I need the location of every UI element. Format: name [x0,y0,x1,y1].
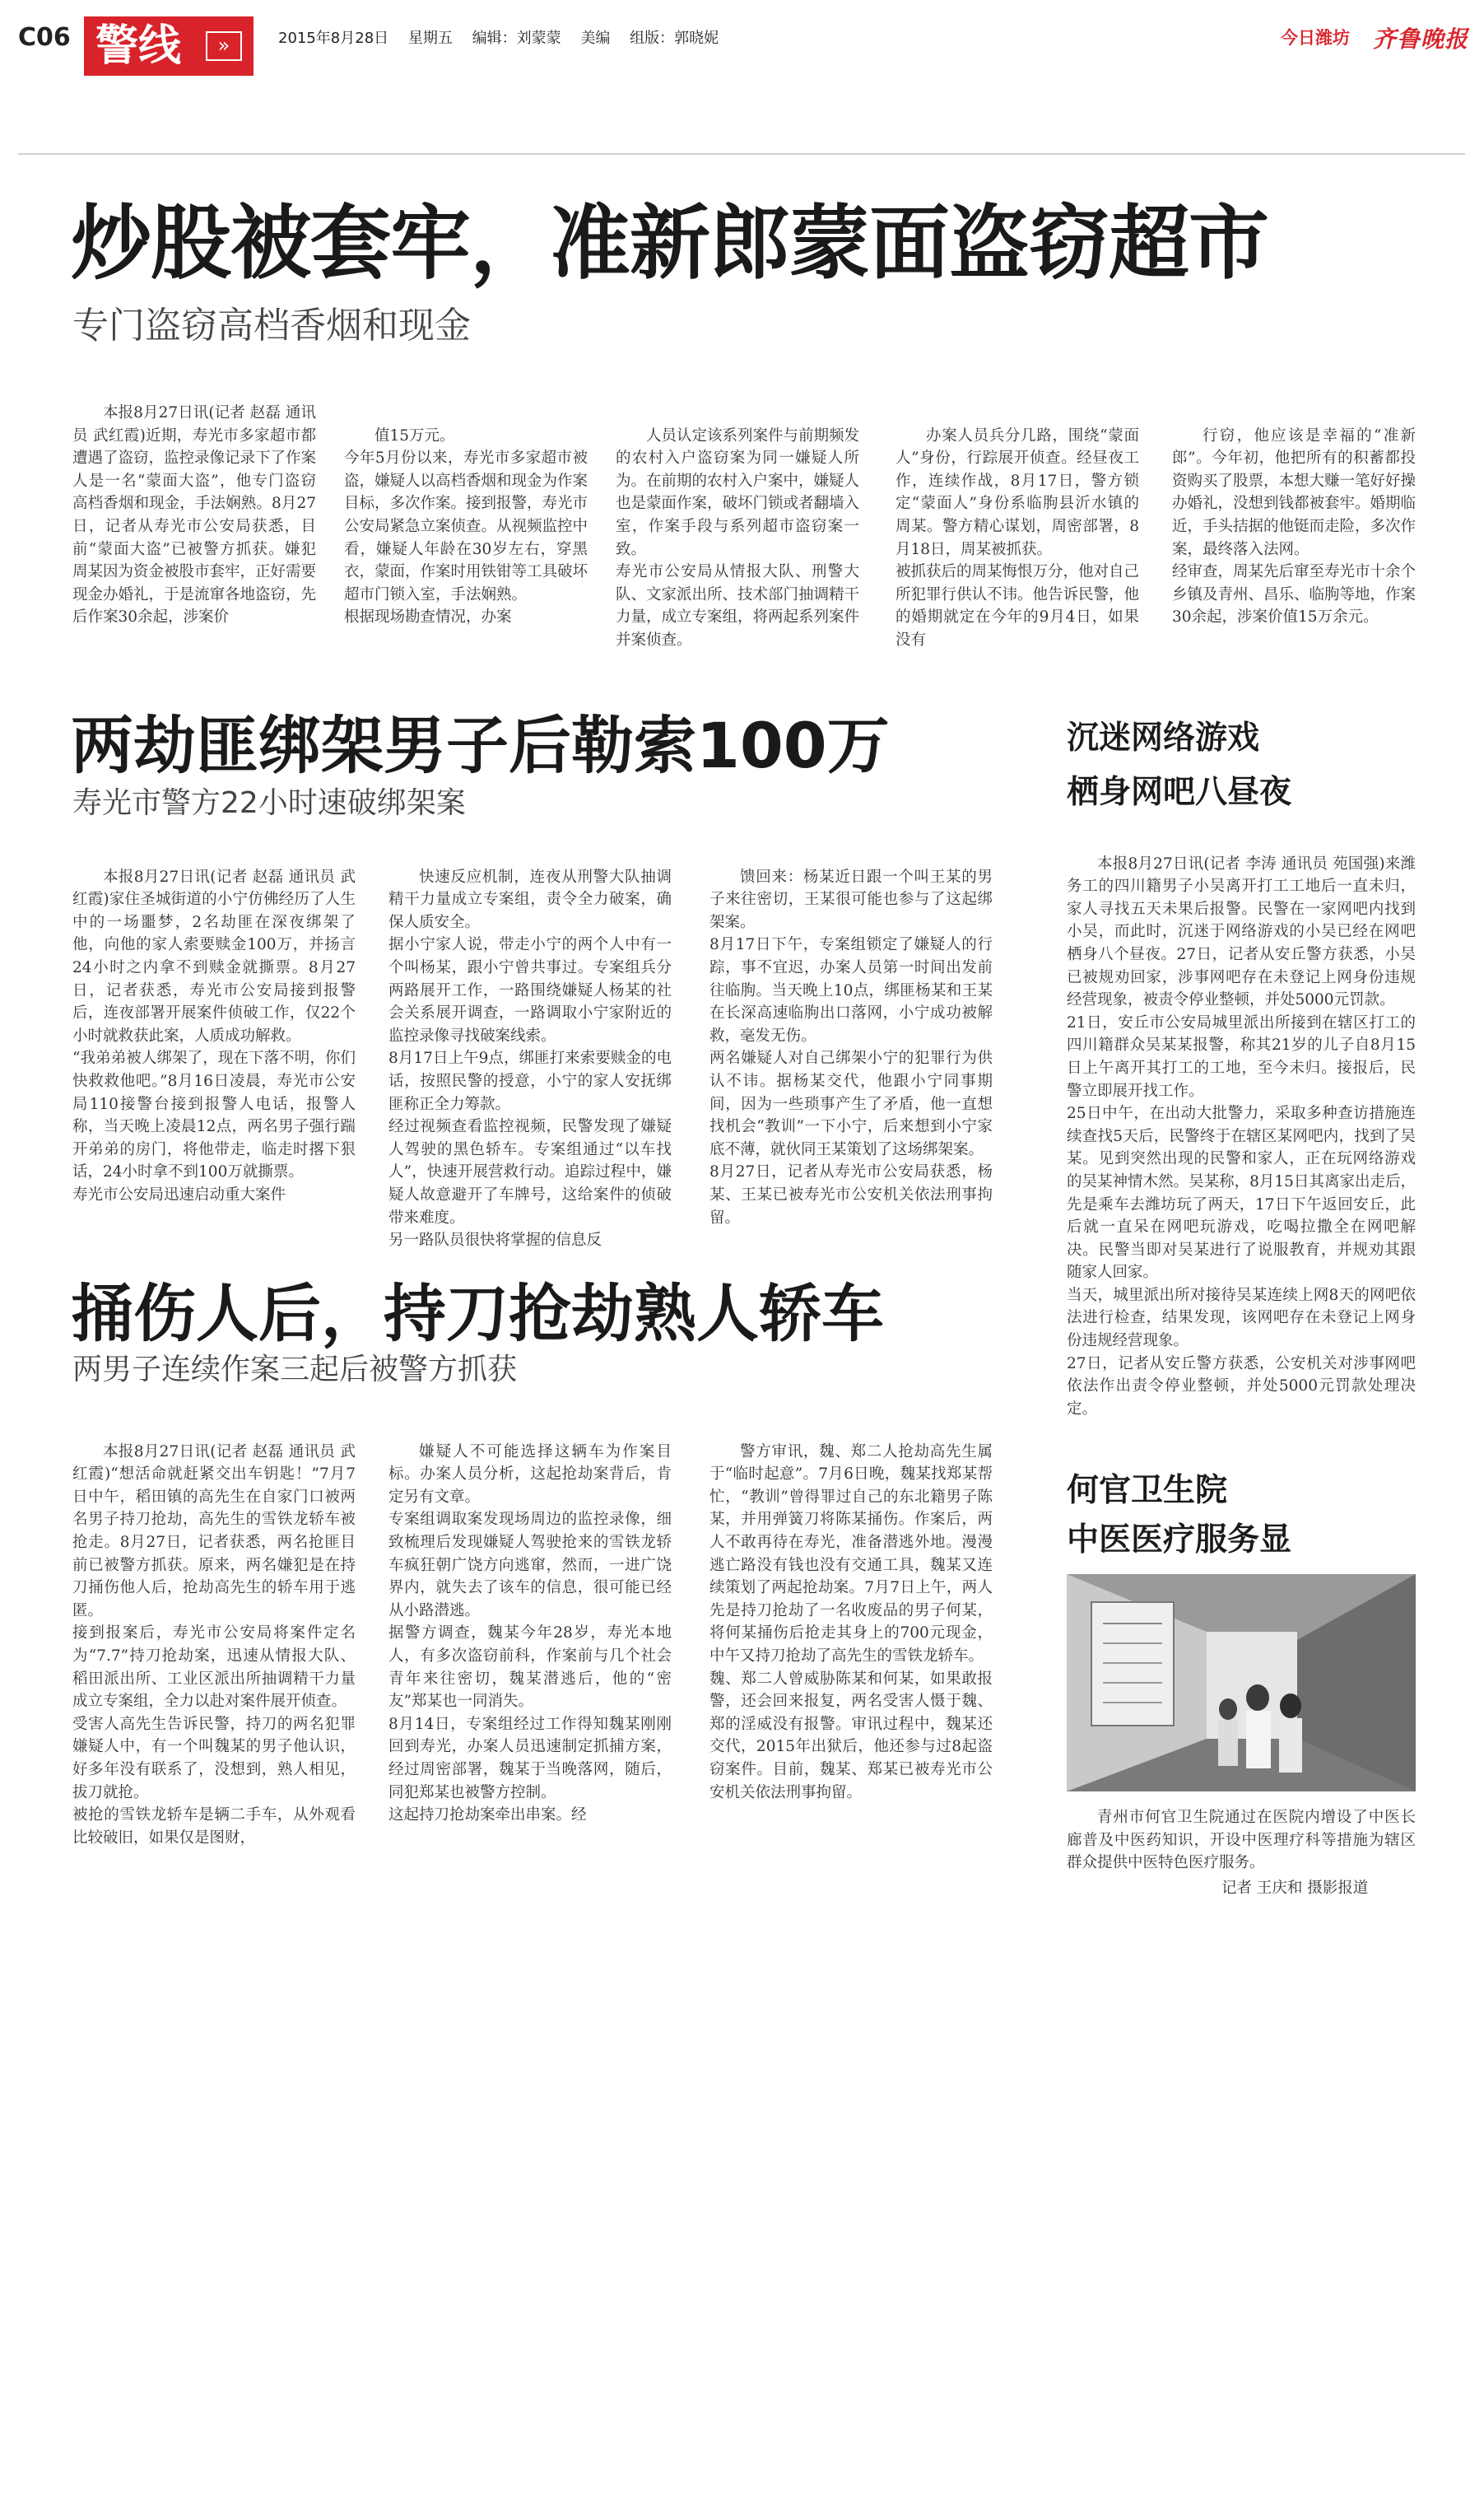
photo-caption-text: 青州市何官卫生院通过在医院内增设了中医长廊普及中医药知识，开设中医理疗科等措施为辖区群众提供中医特色医疗服务。 [1067,1809,1416,1872]
article1-col4 [896,402,1139,674]
article1-text: 值15万元。 今年5月份以来，寿光市多家超市被盗，嫌疑人以高档香烟和现金为作案目标，多次作案。接到报警，寿光市公安局紧急立案侦查。从视频监控中看，嫌疑人年龄在30岁左右，穿黑衣，蒙面，作案时用铁钳等工具破坏超市门锁入室，手法娴熟。 根据现场勘查情况，办案 [344,426,588,627]
sidebar1-title-line2: 栖身网吧八昼夜 [1067,774,1292,811]
article3-col2 [388,1418,672,1849]
article3-title: 捅伤人后，持刀抢劫熟人轿车 [71,1277,884,1350]
article3-subtitle: 两男子连续作案三起后被警方抓获 [72,1353,518,1386]
photo-illustration [1067,1574,1416,1791]
article2-col1 [72,843,356,1229]
sidebar2-title-line2: 中医医疗服务显 [1067,1521,1292,1558]
section-title: 警线 [95,21,182,71]
edition-name: 今日潍坊 [1281,28,1350,48]
sidebar1-text: 本报8月27日讯(记者 李涛 通讯员 苑国强)来潍务工的四川籍男子小吴离开打工工地后一直未归，家人寻找五天未果后报警。民警在一家网吧内找到小吴，而此时，沉迷于网络游戏的小吴已经在网吧栖身八个昼夜。27日，记者从安丘警方获悉，小吴已被规劝回家，涉事网吧存在未登记上网身份违规经营现象，被责令停业整顿，并处5000元罚款。 21日，安丘市公安局城里派出所接到在辖区打工的四川籍群众吴某某报警，称其21岁的儿子自8月15日上午离开其打工的工地，至今未归。接报后，民警立即展开找工作。 25日中午，在出动大批警力，采取多种查访措施连续查找5天后，民警终于在辖区某网吧内，找到了吴某。见到突然出现的民警和家人，正在玩网络游戏的吴某神情木然。吴某称，8月15日其离家出走后，先是乘车去潍坊玩了两天，17日下午返回安丘，此后就一直呆在网吧玩游戏，吃喝拉撒全在网吧解决。民警当即对吴某进行了说服教育，并规劝其跟随家人回家。 当天，城里派出所对接待吴某连续上网8天的网吧依法进行检查，结果发现，该网吧存在未登记上网身份违规经营现象。 27日，记者从安丘警方获悉，公安机关对涉事网吧依法作出责令停业整顿，并处5000元罚款处理决定。 [1067,855,1416,1418]
article3-text: 嫌疑人不可能选择这辆车为作案目标。办案人员分析，这起抢劫案背后，肯定另有文章。 专案组调取案发现场周边的监控录像，细致梳理后发现嫌疑人驾驶抢来的雪铁龙轿车疯狂朝广饶方向逃窜，然而，一进广饶界内，就失去了该车的信息，很可能已经从小路潜逃。 据警方调查，魏某今年28岁，寿光本地人，有多次盗窃前科，作案前与几个社会青年来往密切，魏某潜逃后，他的“密友”郑某也一同消失。 8月14日，专案组经过工作得知魏某刚刚回到寿光，办案人员迅速制定抓捕方案，经过周密部署，魏某于当晚落网，随后，同犯郑某也被警方控制。 这起持刀抢劫案牵出串案。经 [388,1442,672,1824]
photo-credit: 记者 王庆和 摄影报道 [1221,1880,1369,1897]
article1-subtitle: 专门盗窃高档香烟和现金 [72,305,471,347]
masthead-info [278,26,719,48]
article1-text: 人员认定该系列案件与前期频发的农村入户盗窃案为同一嫌疑人所为。在前期的农村入户案中，嫌疑人也是蒙面作案，破坏门锁或者翻墙入室，作案手段与系列超市盗窃案一致。 寿光市公安局从情报大队、刑警大队、文家派出所、技术部门抽调精干力量，成立专案组，将两起系列案件并案侦查。 [616,426,860,649]
art-credit: 美编 [580,30,611,47]
double-chevron-icon: » [206,31,242,61]
sidebar1-body [1067,830,1416,1443]
article2-subtitle: 寿光市警方22小时速破绑架案 [72,786,466,820]
article2-title: 两劫匪绑架男子后勒索100万 [71,709,890,782]
sidebar2-title-line1: 何官卫生院 [1067,1472,1228,1509]
masthead-rule [18,153,1465,155]
article2-text: 本报8月27日讯(记者 赵磊 通讯员 武红霞)家住圣城街道的小宁仿佛经历了人生中的一场噩梦，2名劫匪在深夜绑架了他，向他的家人索要赎金100万，并扬言24小时之内拿不到赎金就撕票。8月27日，记者获悉，寿光市公安局接到报警后，连夜部署开展案件侦破工作，仅22个小时就救获此案，人质成功解救。 “我弟弟被人绑架了，现在下落不明，你们快救救他吧。”8月16日凌晨，寿光市公安局110接警台接到报警人电话，报警人称，当天晚上凌晨12点，两名男子强行踹开弟弟的房门，将他带走，临走时撂下狠话，24小时拿不到100万就撕票。 寿光市公安局迅速启动重大案件 [72,868,356,1204]
hospital-corridor-photo [1067,1574,1416,1791]
article2-col3 [709,843,993,1252]
article2-text: 快速反应机制，连夜从刑警大队抽调精干力量成立专案组，责令全力破案，确保人质安全。 据小宁家人说，带走小宁的两个人中有一个叫杨某，跟小宁曾共事过。专案组兵分两路展开工作，一路围绕嫌疑人杨某的社会关系展开调查，一路调取小宁家附近的监控录像寻找破案线索。 8月17日上午9点，绑匪打来索要赎金的电话，按照民警的授意，小宁的家人安抚绑匪称正全力筹款。 经过视频查看监控视频，民警发现了嫌疑人驾驶的黑色轿车。专案组通过“以车找人”，快速开展营救行动。追踪过程中，嫌疑人故意避开了车牌号，这给案件的侦破带来难度。 另一路队员很快将掌握的信息反 [388,868,672,1250]
article2-col2 [388,843,672,1274]
layout-credit: 组版：郭晓妮 [630,30,719,47]
editor-credit: 编辑：刘蒙蒙 [472,30,561,47]
article1-text: 行窃，他应该是幸福的“准新郎”。今年初，他把所有的积蓄都投资购买了股票，本想大赚一笔好好操办婚礼，没想到钱都被套牢。婚期临近，手头拮据的他铤而走险，多次作案，最终落入法网。 经审查，周某先后窜至寿光市十余个乡镇及青州、昌乐、临朐等地，作案30余起，涉案价值15万余元。 [1172,426,1417,627]
issue-date: 2015年8月28日 [278,30,389,47]
article1-text: 办案人员兵分几路，围绕“蒙面人”身份，行踪展开侦查。经昼夜工作，连续作战，8月17日，警方锁定“蒙面人”身份系临朐县沂水镇的周某。警方精心谋划，周密部署，8月18日，周某被抓获。 被抓获后的周某悔恨万分，他对自己所犯罪行供认不讳。他告诉民警，他的婚期就定在今年的9月4日，如果没有 [896,426,1140,649]
article1-col3 [616,402,859,674]
article2-text: 馈回来：杨某近日跟一个叫王某的男子来往密切，王某很可能也参与了这起绑架案。 8月17日下午，专案组锁定了嫌疑人的行踪，事不宜迟，办案人员第一时间出发前往临朐。当天晚上10点，绑匪杨某和王某在长深高速临朐出口落网，小宁成功被解救，毫发无伤。 两名嫌疑人对自己绑架小宁的犯罪行为供认不讳。据杨某交代，他跟小宁同事期间，因为一些琐事产生了矛盾，他一直想找机会“教训”一下小宁，后来想到小宁家底不薄，就伙同王某策划了这场绑架案。 8月27日，记者从寿光市公安局获悉，杨某、王某已被寿光市公安机关依法刑事拘留。 [709,868,993,1227]
article1-title: 炒股被套牢，准新郎蒙面盗窃超市 [71,197,1269,291]
photo-caption [1067,1806,1416,1875]
section-tab [84,16,254,76]
article3-col3 [709,1418,993,1827]
article1-text: 本报8月27日讯(记者 赵磊 通讯员 武红霞)近期，寿光市多家超市都遭遇了盗窃，监控录像记录下了作案人是一名“蒙面大盗”，他专门盗窃高档香烟和现金，手法娴熟。8月27日，记者从寿光市公安局获悉，目前“蒙面大盗”已被警方抓获。嫌犯周某因为资金被股市套牢，正好需要现金办婚礼，于是流窜各地盗窃，先后作案30余起，涉案价 [72,404,317,627]
paper-logo: 齐鲁晚报 [1373,26,1469,53]
article3-text: 本报8月27日讯(记者 赵磊 通讯员 武红霞)“想活命就赶紧交出车钥匙！”7月7日中午，稻田镇的高先生在自家门口被两名男子持刀抢劫，高先生的雪铁龙轿车被抢走。8月27日，记者获悉，两名抢匪目前已被警方抓获。原来，两名嫌犯是在持刀捅伤他人后，抢劫高先生的轿车用于逃匿。 接到报案后，寿光市公安局将案件定名为“7.7”持刀抢劫案，迅速从情报大队、稻田派出所、工业区派出所抽调精干力量成立专案组，全力以赴对案件展开侦查。 受害人高先生告诉民警，持刀的两名犯罪嫌疑人中，有一个叫魏某的男子他认识，好多年没有联系了，没想到，熟人相见，拔刀就抢。 被抢的雪铁龙轿车是辆二手车，从外观看比较破旧，如果仅是图财， [72,1442,356,1847]
sidebar1-title-line1: 沉迷网络游戏 [1067,720,1260,757]
article1-col5 [1172,402,1416,652]
page-number: C06 [18,23,71,52]
article1-col1 [72,402,316,629]
issue-weekday: 星期五 [407,30,453,47]
article3-text: 警方审讯，魏、郑二人抢劫高先生属于“临时起意”。7月6日晚，魏某找郑某帮忙，“教训”曾得罪过自己的东北籍男子陈某，并用弹簧刀将陈某捅伤。作案后，两人不敢再待在寿光，准备潜逃外地。漫漫逃亡路没有钱也没有交通工具，魏某又连续策划了两起抢劫案。7月7日上午，两人先是持刀抢劫了一名收废品的男子何某，将何某捅伤后抢走其身上的700元现金，中午又持刀抢劫了高先生的雪铁龙轿车。 魏、郑二人曾威胁陈某和何某，如果敢报警，还会回来报复，两名受害人慑于魏、郑的淫威没有报警。审讯过程中，魏某还交代，2015年出狱后，他还参与过8起盗窃案件。目前，魏某、郑某已被寿光市公安机关依法刑事拘留。 [709,1442,993,1801]
article3-col1 [72,1418,356,1872]
article1-col2 [344,402,588,652]
